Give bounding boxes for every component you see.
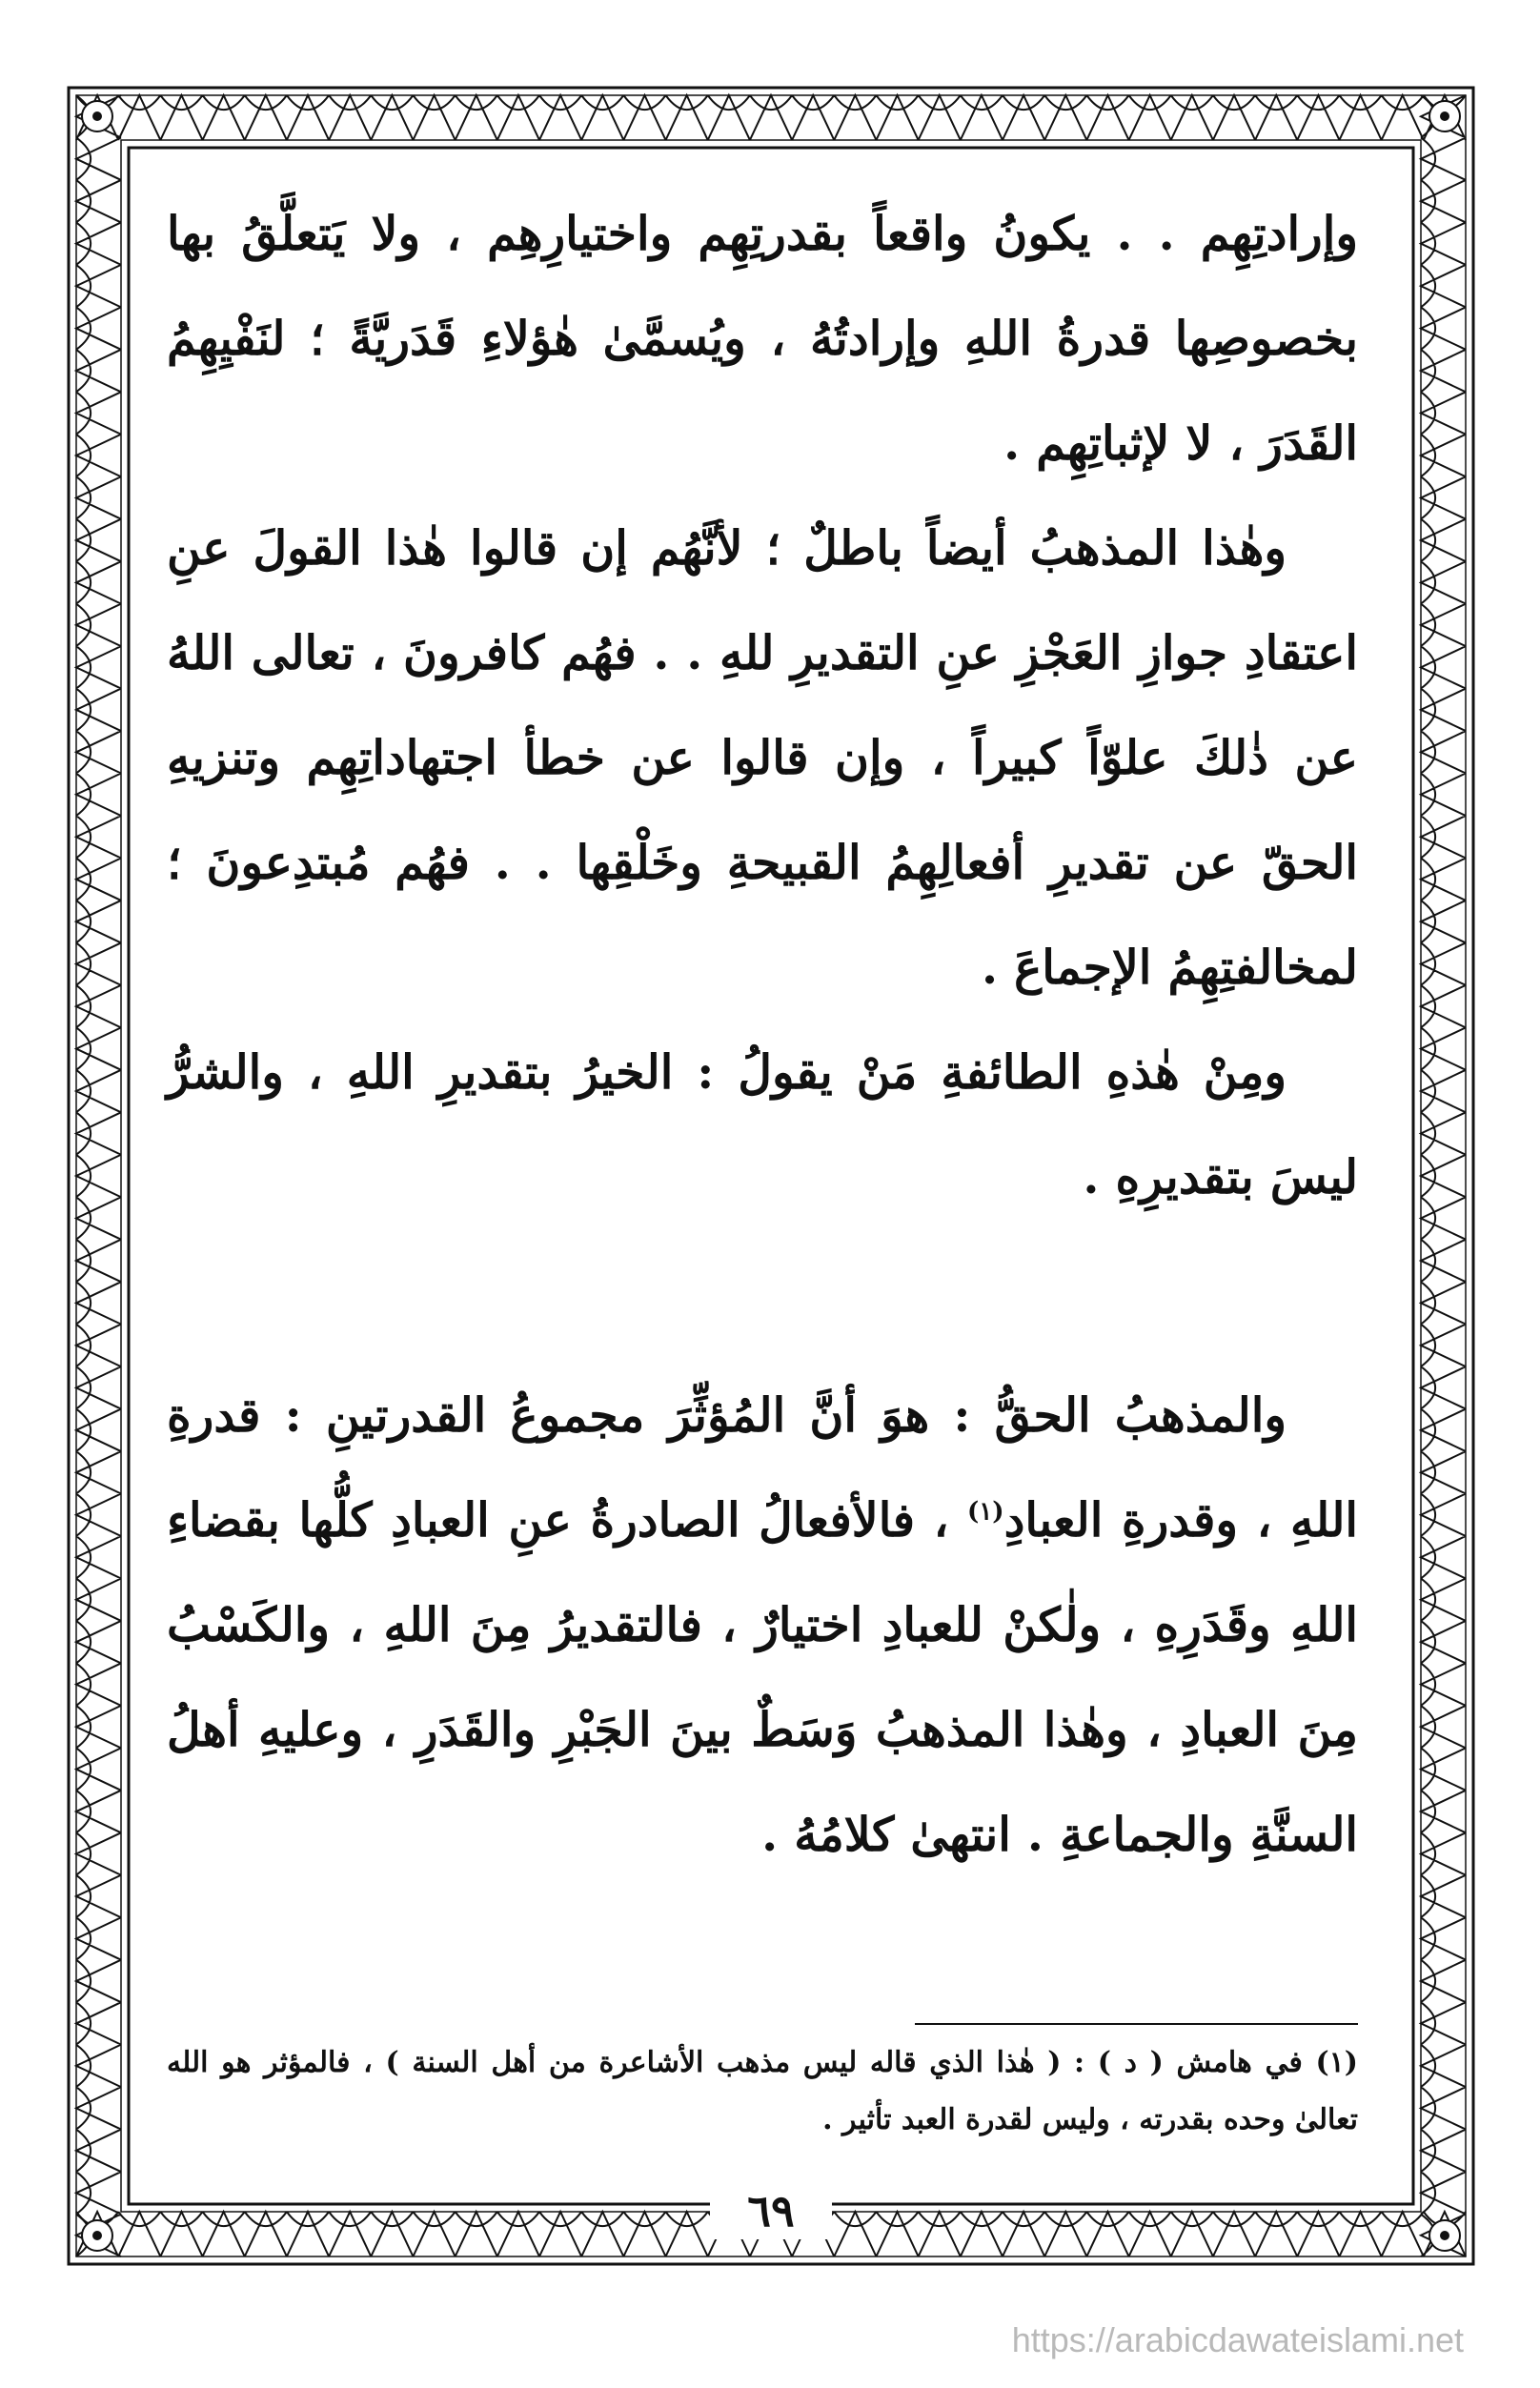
paragraph-2: وهٰذا المذهبُ أيضاً باطلٌ ؛ لأنَّهُم إن قالوا هٰذا القولَ عنِ اعتقادِ جوازِ العَجْزِ عنِ التقديرِ للهِ . . فهُم كافرونَ ، تعالى اللهُ عن ذٰلكَ علوّاً كبيراً ، وإن قالوا عن خطأ اجتهاداتِهِم وتنزيهِ الحقّ عن تقديرِ أفعالِهِمُ القبيحةِ وخَلْقِها . . فهُم مُبتدِعونَ ؛ لمخالفتِهِمُ الإجماعَ . xyxy=(167,520,1358,995)
paragraph-1: وإرادتِهِم . . يكونُ واقعاً بقدرتِهِم واختيارِهِم ، ولا يَتعلَّقُ بها بخصوصِها قدرةُ اللهِ وإرادتُهُ ، ويُسمَّىٰ هٰؤلاءِ قَدَريَّةً ؛ لنَفْيِهِمُ القَدَرَ ، لا لإثباتِهِم . xyxy=(167,206,1358,471)
main-text xyxy=(167,181,1358,1229)
paragraph-4-start: والمذهبُ الحقُّ : هوَ أنَّ المُؤثِّرَ مجموعُ القدرتينِ : قدرةِ اللهِ ، وقدرةِ العبادِ xyxy=(167,1387,1359,1548)
main-text-continued xyxy=(167,1363,1358,1887)
paragraph-4 xyxy=(167,1363,1358,1887)
paragraph-4-end: ، فالأفعالُ الصادرةُ عنِ العبادِ كلُّها بقضاءِ اللهِ وقَدَرِهِ ، ولٰكنْ للعبادِ اختيارٌ ، فالتقديرُ مِنَ اللهِ ، والكَسْبُ مِنَ العبادِ ، وهٰذا المذهبُ وَسَطٌ بينَ الجَبْرِ والقَدَرِ ، وعليهِ أهلُ السنَّةِ والجماعةِ . انتهىٰ كلامُهُ . xyxy=(167,1492,1358,1862)
paragraph-3: ومِنْ هٰذهِ الطائفةِ مَنْ يقولُ : الخيرُ بتقديرِ اللهِ ، والشرُّ ليسَ بتقديرِهِ . xyxy=(167,1044,1358,1204)
page-number: ٦٩ xyxy=(710,2182,832,2239)
footnote-reference: (١) xyxy=(967,1497,1004,1527)
watermark-url: https://arabicdawateislami.net xyxy=(1011,2320,1464,2359)
footnote-text: (١) في هامش ( د ) : ( هٰذا الذي قاله ليس مذهب الأشاعرة من أهل السنة ) ، فالمؤثر هو الله تعالىٰ وحده بقدرته ، وليس لقدرة العبد تأثير . xyxy=(167,2046,1358,2136)
footnote-separator xyxy=(915,2023,1358,2025)
